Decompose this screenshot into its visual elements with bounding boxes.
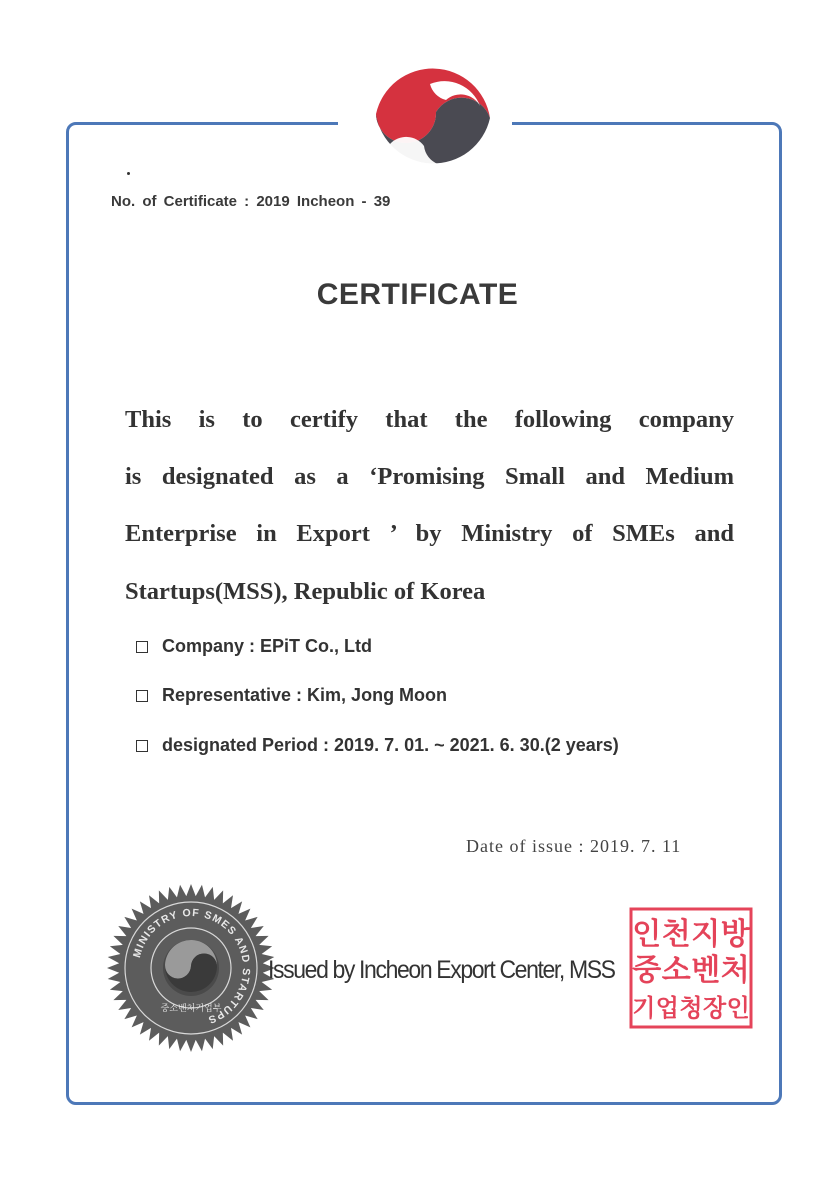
stamp-character: 지 — [691, 917, 721, 952]
checkbox-icon — [136, 740, 148, 752]
detail-representative-text: Representative : Kim, Jong Moon — [162, 685, 448, 705]
certificate-number: No. of Certificate : 2019 Incheon - 39 — [111, 193, 391, 210]
stamp-character: 업 — [655, 994, 679, 1022]
stamp-character: 중 — [632, 953, 662, 988]
body-line-4: Startups(MSS), Republic of Korea — [125, 578, 486, 605]
stamp-character: 인 — [632, 917, 662, 952]
government-emblem-icon — [368, 66, 498, 184]
stamp-character: 장 — [703, 994, 727, 1022]
body-line-3: Enterprise in Export ’ by Ministry of SMEs and — [125, 520, 734, 547]
body-line-2: is designated as a ‘Promising Small and Medium — [125, 463, 734, 490]
official-stamp — [628, 906, 754, 1030]
seal-bottom-text: 중소벤처기업부 — [160, 1004, 222, 1014]
stamp-character: 처 — [720, 953, 750, 988]
page-title: CERTIFICATE — [316, 278, 519, 311]
body-line-1: This is to certify that the following company — [125, 406, 734, 433]
stamp-character: 방 — [720, 917, 750, 952]
stamp-character: 기 — [632, 994, 656, 1022]
detail-period-text: designated Period : 2019. 7. 01. ~ 2021. 6. 30.(2 years) — [162, 735, 619, 755]
checkbox-icon — [136, 641, 148, 653]
stamp-character: 천 — [661, 917, 691, 952]
stamp-character: 청 — [679, 994, 703, 1022]
speck — [127, 172, 130, 175]
detail-period — [136, 735, 619, 756]
seal-ring-text: MINISTRY OF SMES AND STARTUPS — [131, 906, 253, 1027]
date-of-issue: Date of issue : 2019. 7. 11 — [466, 836, 682, 856]
stamp-character: 소 — [661, 953, 691, 988]
detail-representative — [136, 685, 447, 706]
detail-company-text: Company : EPiT Co., Ltd — [162, 636, 372, 656]
issued-by: Issued by Incheon Export Center, MSS — [268, 956, 615, 984]
stamp-character: 벤 — [691, 953, 721, 988]
checkbox-icon — [136, 690, 148, 702]
detail-company — [136, 636, 372, 657]
stamp-character: 인 — [726, 994, 750, 1022]
ministry-seal-icon — [106, 883, 276, 1053]
